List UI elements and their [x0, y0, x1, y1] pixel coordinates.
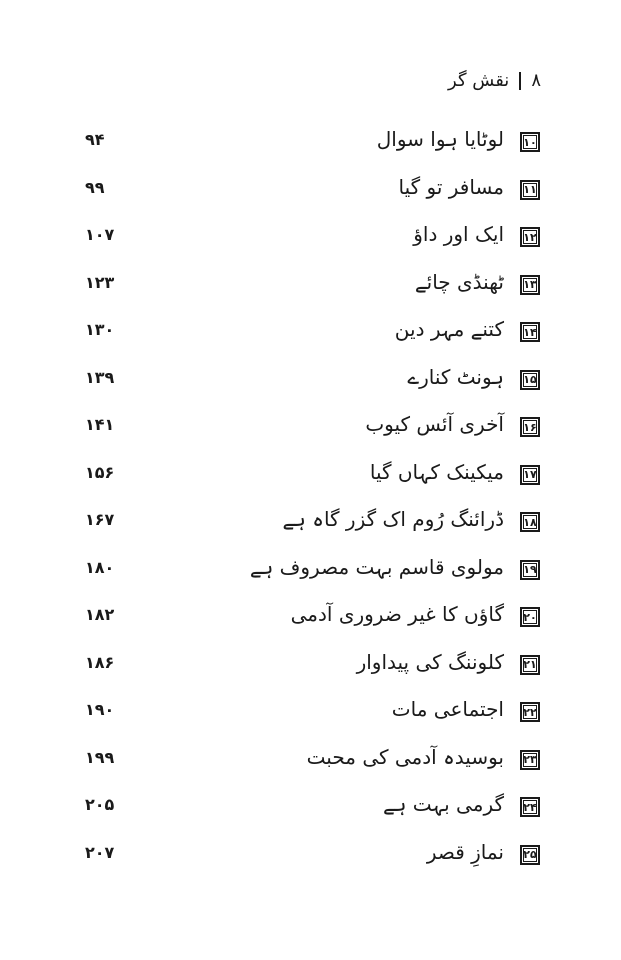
chapter-page-number: ۱۸۲ — [85, 605, 115, 624]
chapter-title: اجتماعی مات — [391, 697, 504, 721]
chapter-number-badge: ۲۳ — [520, 750, 540, 770]
toc-entry — [85, 500, 540, 548]
toc-entry — [85, 120, 540, 168]
page-header — [448, 70, 541, 91]
chapter-number-badge: ۲۰ — [520, 607, 540, 627]
chapter-title: کتنے مہر دین — [394, 317, 504, 341]
chapter-page-number: ۲۰۵ — [85, 795, 115, 814]
chapter-page-number: ۱۲۳ — [85, 272, 115, 292]
toc-entry — [85, 310, 540, 358]
chapter-number-badge: ۱۹ — [520, 560, 540, 580]
chapter-title: ایک اور داؤ — [413, 222, 504, 246]
chapter-page-number: ۱۹۰ — [85, 700, 115, 719]
toc-entry — [85, 358, 540, 406]
chapter-number-badge: ۱۴ — [520, 322, 540, 342]
toc-entry — [85, 405, 540, 453]
chapter-title: بوسیدہ آدمی کی محبت — [306, 744, 504, 769]
toc-entry — [85, 215, 540, 263]
toc-entry — [85, 643, 540, 691]
table-of-contents — [85, 120, 540, 880]
chapter-title: کلوننگ کی پیداوار — [356, 649, 504, 674]
toc-entry — [85, 833, 540, 881]
chapter-number-badge: ۱۱ — [520, 180, 540, 200]
chapter-number-badge: ۲۴ — [520, 797, 540, 817]
chapter-number-badge: ۱۲ — [520, 227, 540, 247]
chapter-title: ڈرائنگ رُوم اک گزر گاہ ہے — [282, 507, 504, 531]
chapter-page-number: ۲۰۷ — [85, 842, 115, 862]
chapter-number-badge: ۱۶ — [520, 417, 540, 437]
header-page-number: ۸ — [531, 70, 541, 91]
toc-entry — [85, 738, 540, 786]
chapter-title: لوٹایا ہوا سوال — [376, 127, 504, 151]
chapter-title: گرمی بہت ہے — [382, 792, 504, 816]
toc-entry — [85, 595, 540, 643]
chapter-number-badge: ۱۰ — [520, 132, 540, 152]
chapter-page-number: ۱۶۷ — [85, 510, 115, 529]
toc-entry — [85, 168, 540, 216]
toc-entry — [85, 453, 540, 501]
chapter-title: ہونٹ کنارے — [407, 364, 504, 389]
toc-entry — [85, 785, 540, 833]
chapter-page-number: ۱۳۰ — [85, 320, 115, 339]
toc-entry — [85, 548, 540, 596]
chapter-page-number: ۱۳۹ — [85, 367, 115, 387]
header-separator — [519, 72, 521, 90]
chapter-number-badge: ۲۱ — [520, 655, 540, 675]
chapter-number-badge: ۲۵ — [520, 845, 540, 865]
chapter-page-number: ۹۴ — [85, 130, 105, 149]
chapter-page-number: ۱۵۶ — [85, 462, 115, 482]
chapter-page-number: ۱۸۰ — [85, 557, 115, 577]
chapter-page-number: ۱۰۷ — [85, 225, 115, 244]
chapter-number-badge: ۱۵ — [520, 370, 540, 390]
chapter-page-number: ۱۸۶ — [85, 652, 115, 672]
chapter-number-badge: ۲۲ — [520, 702, 540, 722]
chapter-title: نمازِ قصر — [426, 839, 504, 864]
chapter-title: مسافر تو گیا — [398, 174, 504, 199]
chapter-number-badge: ۱۳ — [520, 275, 540, 295]
toc-entry — [85, 263, 540, 311]
chapter-page-number: ۹۹ — [85, 177, 105, 197]
chapter-title: آخری آئس کیوب — [365, 412, 504, 436]
chapter-number-badge: ۱۸ — [520, 512, 540, 532]
chapter-number-badge: ۱۷ — [520, 465, 540, 485]
chapter-title: مولوی قاسم بہت مصروف ہے — [249, 554, 504, 579]
toc-entry — [85, 690, 540, 738]
chapter-page-number: ۱۹۹ — [85, 747, 115, 767]
header-book-title: نقش گر — [448, 70, 510, 91]
chapter-title: گاؤں کا غیر ضروری آدمی — [290, 602, 504, 626]
chapter-page-number: ۱۴۱ — [85, 415, 115, 434]
chapter-title: ٹھنڈی چائے — [414, 269, 504, 294]
chapter-title: میکینک کہاں گیا — [369, 459, 504, 484]
